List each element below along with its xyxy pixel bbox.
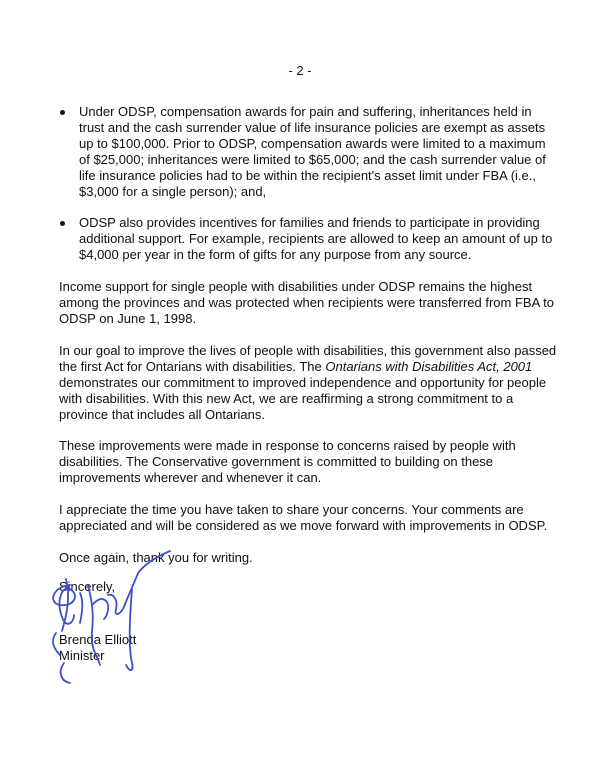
letter-body — [59, 104, 559, 608]
paragraph-income-support: Income support for single people with disabilities under ODSP remains the highest among the provinces and was protected when recipients were transferred from FBA to ODSP on June 1, 1998. — [59, 279, 554, 326]
page-number: - 2 - — [288, 63, 312, 78]
act-title: Ontarians with Disabilities Act, 2001 — [325, 358, 533, 374]
paragraph-act-intro: In our goal to improve the lives of people with disabilities, this government also passed the first Act for Ontarians with disabilities. The — [59, 342, 557, 374]
signer-name: Brenda Elliott — [59, 632, 137, 647]
bullet-text: Under ODSP, compensation awards for pain and suffering, inheritances held in trust and the cash surrender value of life insurance policies are exempt as assets up to $100,000. Prior to ODSP, compensation awards were limited to a maximum of $25,000; inheritances were limited to $65,000; and the cash surrender value of life insurance policies had to be within the recipient's asset limit under FBA (i.e., $3,000 for a single person); and, — [79, 104, 546, 199]
paragraph-act — [59, 343, 559, 423]
paragraph-appreciation: I appreciate the time you have taken to share your concerns. Your comments are appreciated and will be considered as we move forward with improvements in ODSP. — [59, 502, 548, 534]
paragraph-act-rest: demonstrates our commitment to improved independence and opportunity for people with disabilities. With this new Act, we are reaffirming a strong commitment to a province that includes all Ontarians. — [59, 374, 547, 422]
bullet-text: ODSP also provides incentives for families and friends to participate in providing additional support. For example, recipients are allowed to keep an amount of up to $4,000 per year in the form of gifts for any purpose from any source. — [79, 215, 553, 263]
closing-thanks: Once again, thank you for writing. — [59, 549, 253, 565]
bullet-dot-icon — [60, 221, 65, 226]
bullet-item — [59, 104, 559, 199]
signer-title: Minister — [59, 647, 105, 663]
sign-off: Sincerely, — [59, 578, 116, 594]
bullet-dot-icon — [60, 110, 65, 115]
bullet-item — [59, 215, 559, 263]
paragraph-improvements: These improvements were made in response to concerns raised by people with disabilities. The Conservative government is committed to building on these improvements wherever and whenever it can. — [59, 438, 516, 486]
handwritten-signature — [40, 545, 200, 705]
